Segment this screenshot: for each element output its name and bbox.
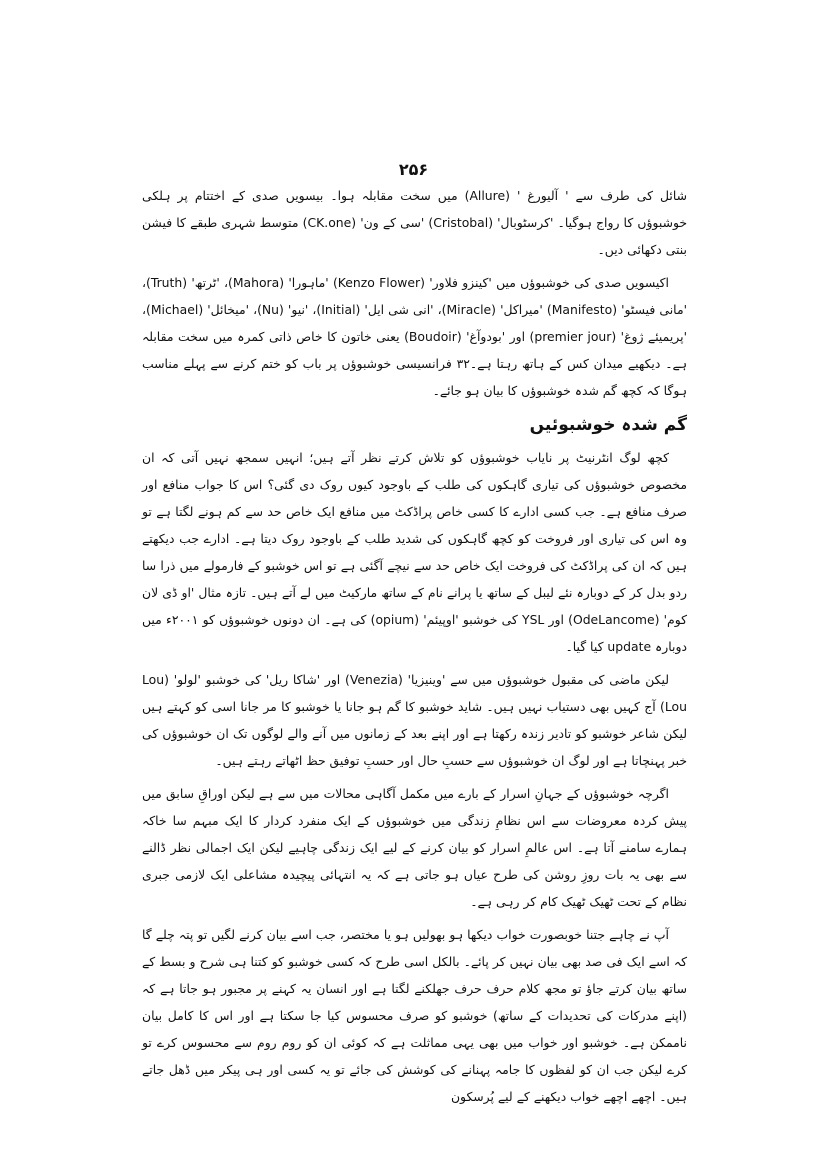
paragraph-2: اکیسویں صدی کی خوشبوؤں میں 'کینزو فلاور' (Kenzo Flower) 'ماہورا' (Mahora)، 'ٹرتھ' (Truth)، 'مانی فیسٹو' (Manifesto) 'میراکل' (Miracle)، 'انی شی ایل' (Initial)، 'نیو' (Nu)، 'میخائل' (Michael)، 'پریمیئے ژوغ' (premier jour) اور 'بودوآغ' (Boudoir) یعنی خاتون کا خاص ذاتی کمرہ میں سخت مقابلہ ہے۔ دیکھیے میدان کس کے ہاتھ رہتا ہے۔٣٢ فرانسیسی خوشبوؤں پر باب کو ختم کرنے سے پہلے مناسب ہوگا کہ کچھ گم شدہ خوشبوؤں کا بیان ہو جائے۔: [142, 275, 688, 398]
paragraph-1: شائل کی طرف سے ' آلیورغ ' (Allure) میں سخت مقابلہ ہوا۔ بیسویں صدی کے اختتام پر ہلکی خوشبوؤں کا رواج ہوگیا۔ 'کرسٹوبال' (Cristobal) 'سی کے ون' (CK.one) متوسط شہری طبقے کا فیشن بنتی دکھائی دیں۔: [142, 188, 688, 257]
page-number: ۲۵۶: [398, 160, 429, 179]
paragraph-3: کچھ لوگ انٹرنیٹ پر نایاب خوشبوؤں کو تلاش کرتے نظر آتے ہیں؛ انہیں سمجھ نہیں آتی کہ ان مخصوص خوشبوؤں کی تیاری گاہکوں کی طلب کے باوجود کیوں روک دی گئی؟ اس کا جواب منافع اور صرف منافع ہے۔ جب کسی ادارے کا کسی خاص پراڈکٹ میں منافع ایک خاص حد سے کم ہونے لگتا ہے تو وہ اس کی تیاری اور فروخت کو کچھ گاہکوں کی شدید طلب کے باوجود روک دیتا ہے۔ ادارے جب دیکھتے ہیں کہ ان کی پراڈکٹ کی فروخت ایک خاص حد سے نیچے آگئی ہے تو اس خوشبو کے فارمولے میں ذرا سا ردو بدل کر کے دوبارہ نئے لیبل کے ساتھ یا پرانے نام کے ساتھ مارکیٹ میں لے آتے ہیں۔ تازہ مثال 'او ڈی لان کوم' (OdeLancome) اور YSL کی خوشبو 'اوپیئم' (opium) کی ہے۔ ان دونوں خوشبوؤں کو ۲۰۰۱ء میں دوبارہ update کیا گیا۔: [142, 450, 688, 654]
section-heading: گم شدہ خوشبوئیں: [529, 415, 687, 435]
paragraph-4: لیکن ماضی کی مقبول خوشبوؤں میں سے 'وینیزیا' (Venezia) اور 'شاکا ریل' کی خوشبو 'لولو' (Lou Lou) آج کہیں بھی دستیاب نہیں ہیں۔ شاید خوشبو کا گم ہو جانا یا خوشبو کا مر جانا اسی کو کہتے ہیں لیکن شاعر خوشبو کو تادیر زندہ رکھتا ہے اور اپنے بعد کے زمانوں میں آنے والے لوگوں تک ان خوشبوؤں کی خبر پہنچاتا ہے اور لوگ ان خوشبوؤں سے حسبِ حال اور حسبِ توفیق حظ اٹھاتے رہتے ہیں۔: [142, 672, 687, 768]
paragraph-5: اگرچہ خوشبوؤں کے جہانِ اسرار کے بارے میں مکمل آگاہی محالات میں سے ہے لیکن اوراقِ سابق میں پیش کردہ معروضات سے اس نظامِ زندگی میں خوشبوؤں کے ایک منفرد کردار کا ایک مبہم سا خاکہ ہمارے سامنے آتا ہے۔ اس عالمِ اسرار کو بیان کرنے کے لیے ایک زندگی چاہیے لیکن ایک اجمالی نظر ڈالنے سے بھی یہ بات روزِ روشن کی طرح عیاں ہو جاتی ہے کہ یہ انتہائی پیچیدہ مشاعلی ایک لازمی جبری نظام کے تحت ٹھیک ٹھیک کام کر رہی ہے۔: [142, 786, 687, 909]
body-text: [142, 182, 687, 1116]
paragraph-6: آپ نے چاہے جتنا خوبصورت خواب دیکھا ہو بھولیں ہو یا مختصر، جب اسے بیان کرنے لگیں تو پتہ چلے گا کہ اسے ایک فی صد بھی بیان نہیں کر پائے۔ بالکل اسی طرح کہ کسی خوشبو کو کتنا ہی شرح و بسط کے ساتھ بیان کرتے جاؤ تو مجھ کلام حرف حرف جھلکنے لگتا ہے اور انسان یہ کہنے پر مجبور ہو جاتا ہے کہ (اپنے مدرکات کی تحدیدات کے ساتھ) خوشبو کو صرف محسوس کیا جا سکتا ہے اور اس کا کامل بیان ناممکن ہے۔ خوشبو اور خواب میں بھی یہی مماثلت ہے کہ کوئی ان کو روم روم سے محسوس کرے تو کرے لیکن جب ان کو لفظوں کا جامہ پہنانے کی کوشش کی جائے تو یہ کسی اور ہی پیکر میں ڈھل جاتے ہیں۔ اچھے اچھے خواب دیکھنے کے لیے پُرسکون: [142, 927, 687, 1104]
